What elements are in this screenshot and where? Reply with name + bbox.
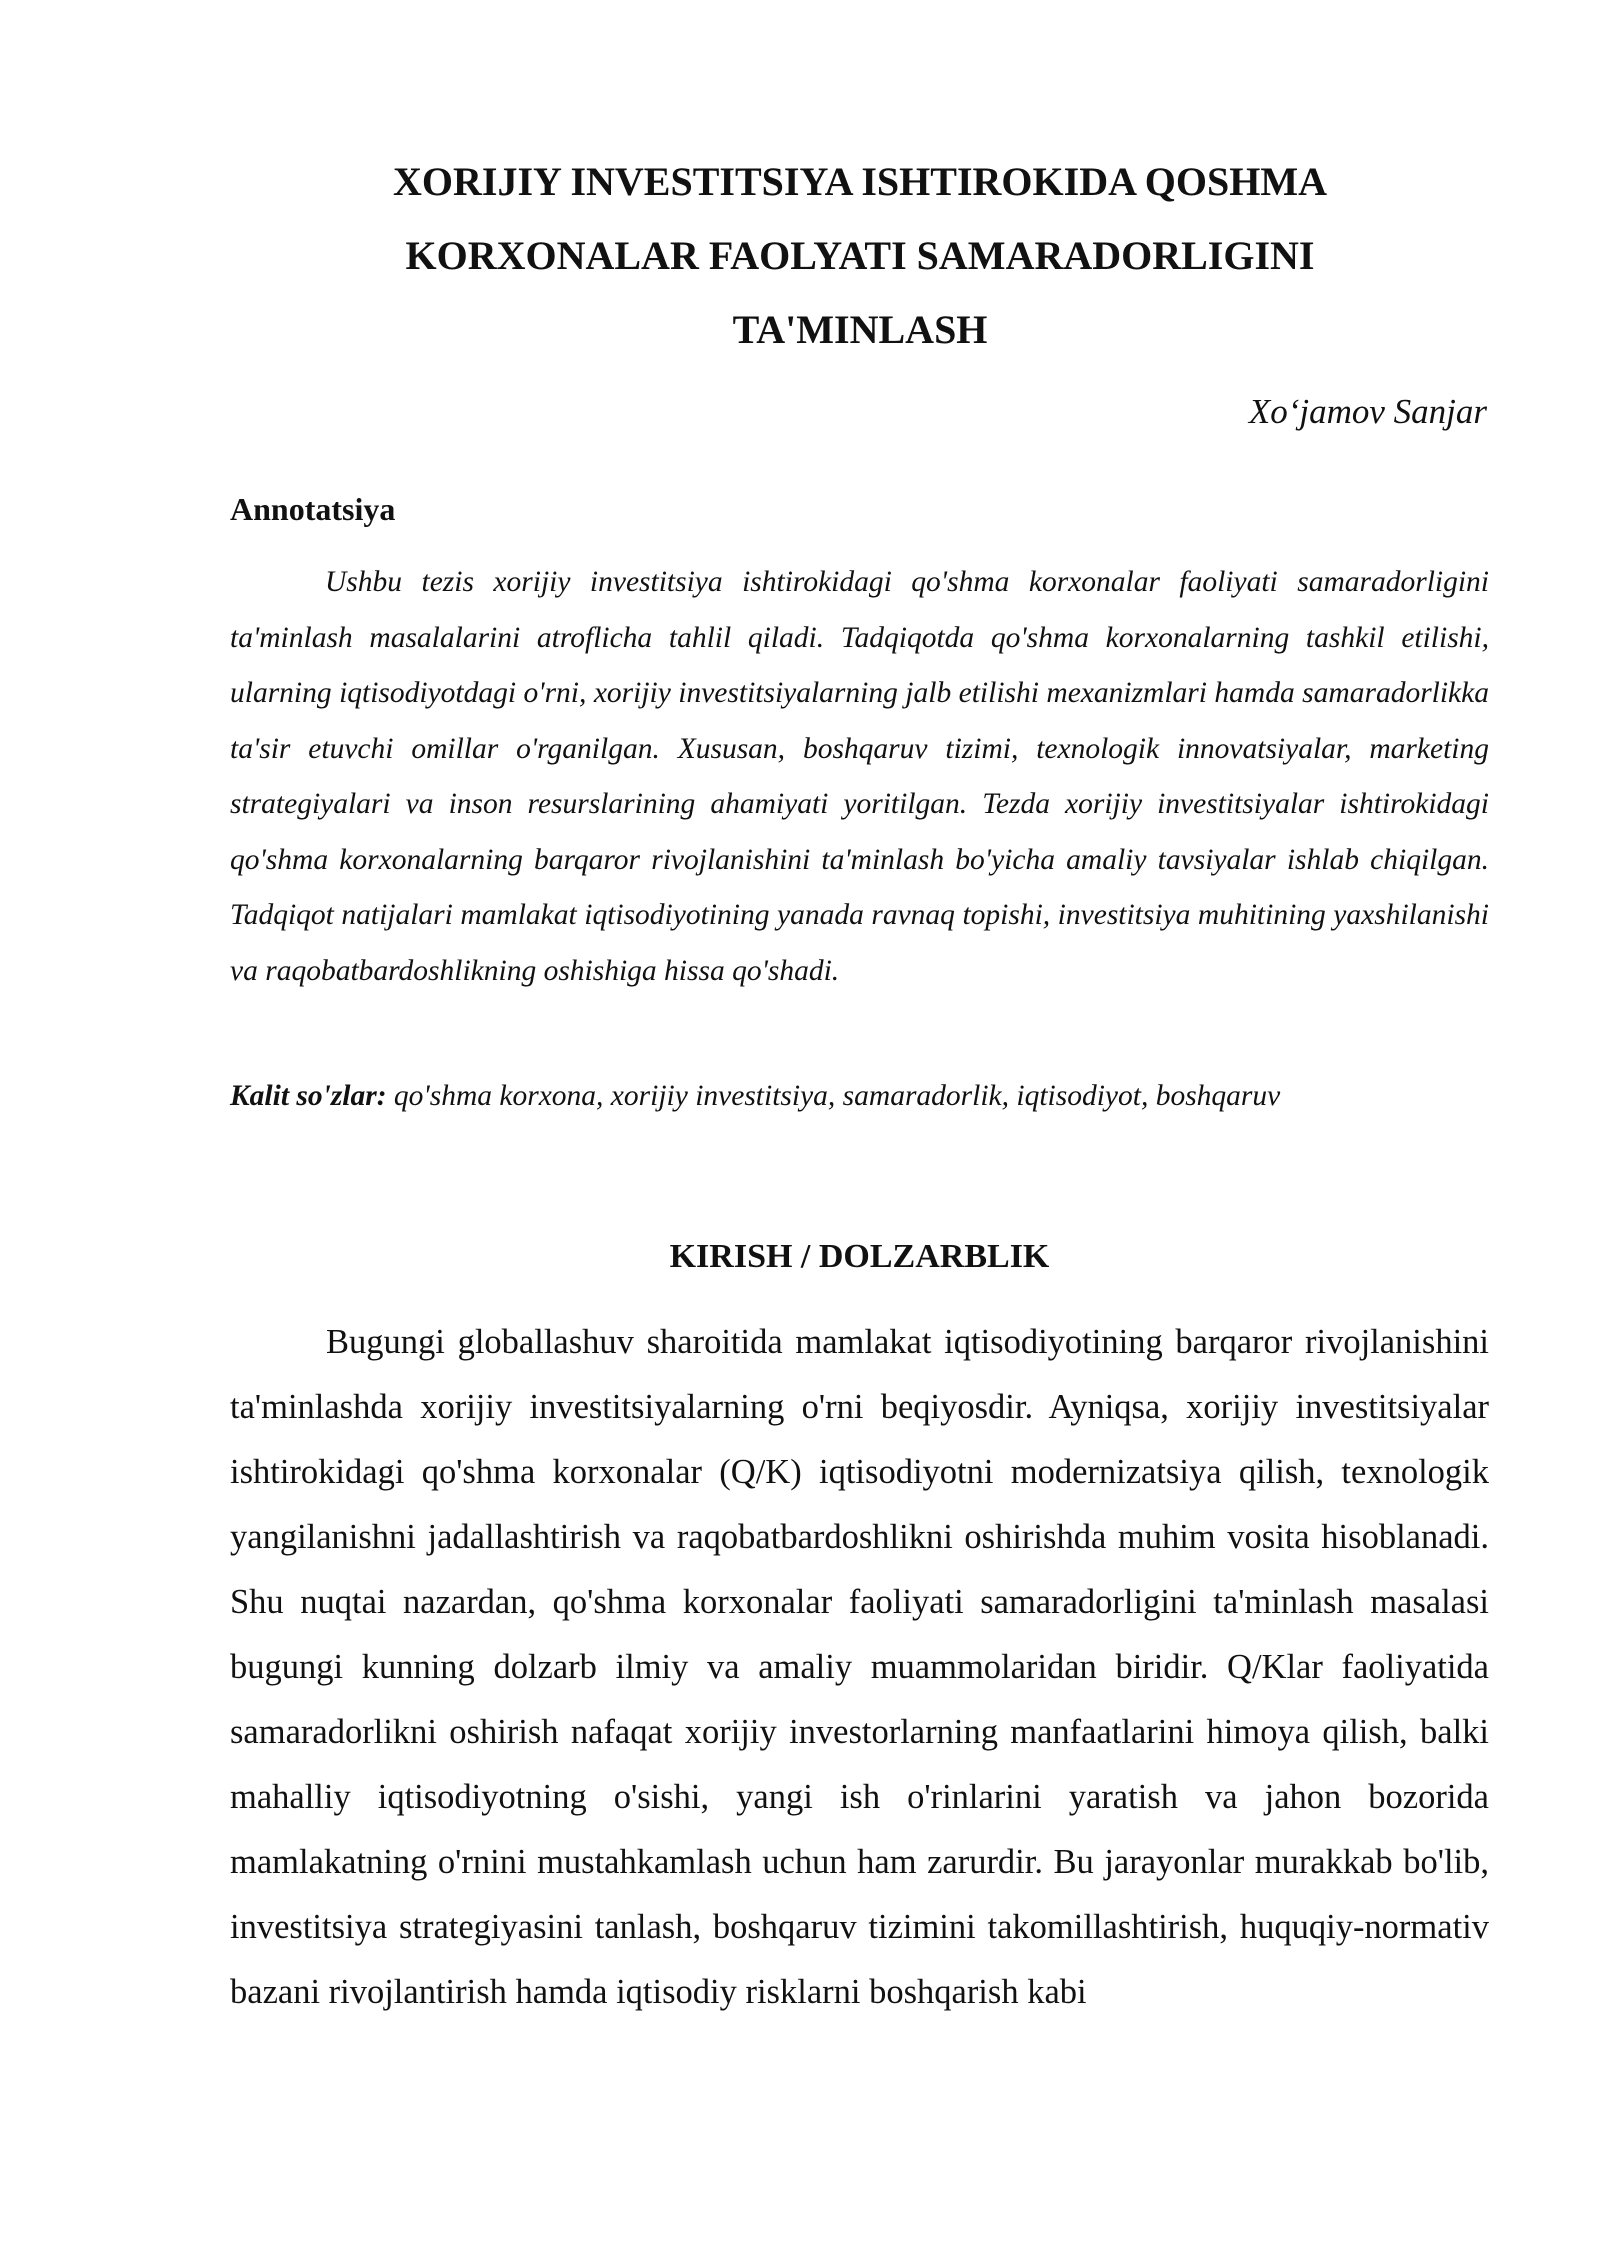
section-body-text: Bugungi globallashuv sharoitida mamlakat iqtisodiyotining barqaror rivojlanishini ta'minlashda xorijiy investitsiyalarning o'rni beqiyosdir. Ayniqsa, xorijiy investitsiyalar ishtirokidagi qo'shma korxonalar (Q/K) iqtisodiyotni modernizatsiya qilish, texnologik yangilanishni jadallashtirish va raqobatbardoshlikni oshirishda muhim vosita hisoblanadi. Shu nuqtai nazardan, qo'shma korxonalar faoliyati samaradorligini ta'minlash masalasi bugungi kunning dolzarb ilmiy va amaliy muammolaridan biridir. Q/Klar faoliyatida samaradorlikni oshirish nafaqat xorijiy investorlarning manfaatlarini himoya qilish, balki mahalliy iqtisodiyotning o'sishi, yangi ish o'rinlarini yaratish va jahon bozorida mamlakatning o'rnini mustahkamlash uchun ham zarurdir. Bu jarayonlar murakkab bo'lib, investitsiya strategiyasini tanlash, boshqaruv tizimini takomillashtirish, huquqiy-normativ bazani rivojlantirish hamda iqtisodiy risklarni boshqarish kabi xyxy=(230,1323,1489,2011)
annotation-heading: Annotatsiya xyxy=(230,491,396,527)
keywords-label: Kalit so'zlar: xyxy=(230,1080,387,1112)
title-line-2: KORXONALAR FAOLYATI SAMARADORLIGINI xyxy=(405,233,1315,278)
document-title xyxy=(230,145,1490,367)
title-line-1: XORIJIY INVESTITSIYA ISHTIROKIDA QOSHMA xyxy=(393,159,1327,204)
section-heading: KIRISH / DOLZARBLIK xyxy=(669,1238,1050,1275)
author-name: Xo‘jamov Sanjar xyxy=(1248,392,1487,431)
keywords-line xyxy=(230,1074,1489,1118)
annotation-text: Ushbu tezis xorijiy investitsiya ishtirokidagi qo'shma korxonalar faoliyati samaradorligini ta'minlash masalalarini atroflicha tahlil qiladi. Tadqiqotda qo'shma korxonalarning tashkil etilishi, ularning iqtisodiyotdagi o'rni, xorijiy investitsiyalarning jalb etilishi mexanizmlari hamda samaradorlikka ta'sir etuvchi omillar o'rganilgan. Xususan, boshqaruv tizimi, texnologik innovatsiyalar, marketing strategiyalari va inson resurslarining ahamiyati yoritilgan. Tezda xorijiy investitsiyalar ishtirokidagi qo'shma korxonalarning barqaror rivojlanishini ta'minlash bo'yicha amaliy tavsiyalar ishlab chiqilgan. Tadqiqot natijalari mamlakat iqtisodiyotining yanada ravnaq topishi, investitsiya muhitining yaxshilanishi va raqobatbardoshlikning oshishiga hissa qo'shadi. xyxy=(230,566,1489,987)
keywords-text: qo'shma korxona, xorijiy investitsiya, samaradorlik, iqtisodiyot, boshqaruv xyxy=(386,1080,1281,1112)
title-line-3: TA'MINLASH xyxy=(732,307,988,352)
